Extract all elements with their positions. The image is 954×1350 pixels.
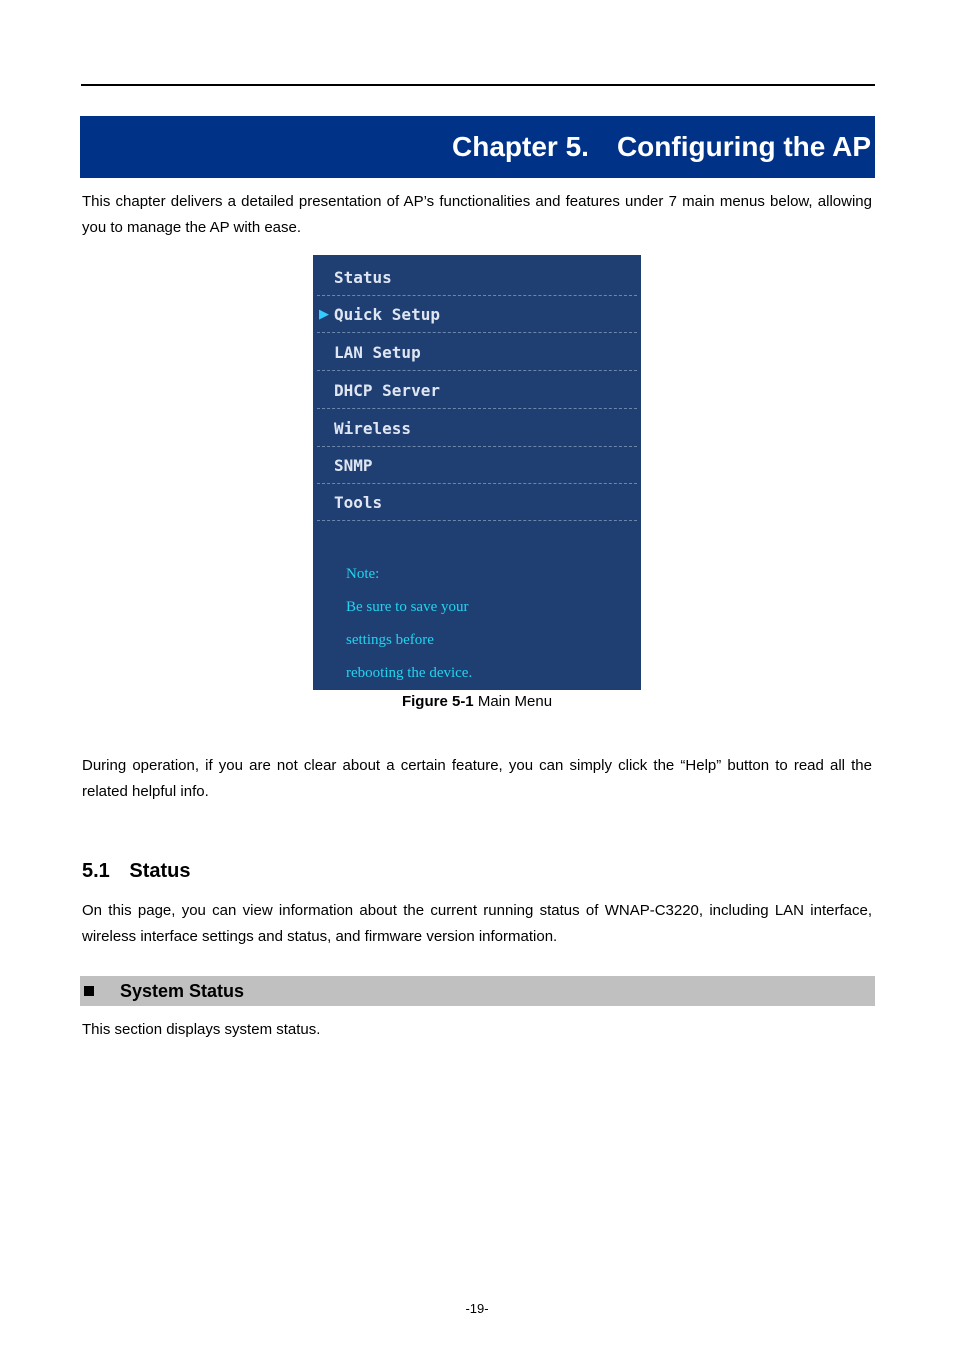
menu-item-snmp[interactable] bbox=[317, 447, 637, 484]
menu-item-label: Tools bbox=[334, 492, 383, 512]
page-number: -19- bbox=[465, 1301, 489, 1316]
chapter-banner bbox=[80, 116, 875, 178]
figure-label: Figure 5-1 bbox=[401, 693, 474, 710]
chapter-number: Chapter 5. bbox=[452, 131, 589, 162]
main-menu-figure bbox=[313, 255, 641, 690]
section-paragraph: On this page, you can view information about the current running status of WNAP-C3220, including LAN interface, wireless interface settings and status, and firmware version information. bbox=[82, 902, 872, 945]
menu-item-label: Quick Setup bbox=[334, 304, 440, 324]
menu-item-label: SNMP bbox=[334, 455, 373, 475]
subsection-paragraph: This section displays system status. bbox=[82, 1021, 321, 1038]
menu-item-label: LAN Setup bbox=[334, 342, 421, 362]
menu-item-label: Status bbox=[334, 267, 392, 287]
menu-item-status[interactable] bbox=[317, 259, 637, 296]
intro-paragraph: This chapter delivers a detailed presentation of AP’s functionalities and features under 7 main menus below, allowing you to manage the AP with ease. bbox=[82, 193, 872, 236]
menu-item-label: DHCP Server bbox=[334, 380, 440, 400]
figure-caption bbox=[0, 693, 954, 710]
menu-item-tools[interactable] bbox=[317, 484, 637, 521]
subsection-bar bbox=[80, 976, 875, 1006]
help-paragraph: During operation, if you are not clear about a certain feature, you can simply click the “Help” button to read all the related helpful info. bbox=[82, 757, 872, 800]
note-line: rebooting the device. bbox=[346, 665, 473, 681]
menu-item-quick-setup[interactable] bbox=[317, 296, 637, 333]
note-line: settings before bbox=[346, 632, 434, 648]
note-line: Be sure to save your bbox=[346, 599, 469, 615]
note-heading: Note: bbox=[346, 566, 380, 582]
section-heading bbox=[82, 860, 191, 883]
menu-item-dhcp-server[interactable] bbox=[317, 372, 637, 409]
menu-item-lan-setup[interactable] bbox=[317, 334, 637, 371]
menu-item-wireless[interactable] bbox=[317, 410, 637, 447]
section-number: 5.1 bbox=[82, 860, 110, 882]
chapter-title: Configuring the AP bbox=[616, 131, 871, 162]
square-bullet-icon bbox=[84, 986, 94, 996]
section-title: Status bbox=[129, 860, 191, 882]
menu-item-label: Wireless bbox=[334, 418, 412, 438]
selected-arrow-icon: ▶ bbox=[319, 306, 329, 321]
figure-caption-text: Main Menu bbox=[477, 693, 553, 710]
subsection-title: System Status bbox=[120, 980, 245, 1001]
header-rule bbox=[81, 84, 875, 86]
